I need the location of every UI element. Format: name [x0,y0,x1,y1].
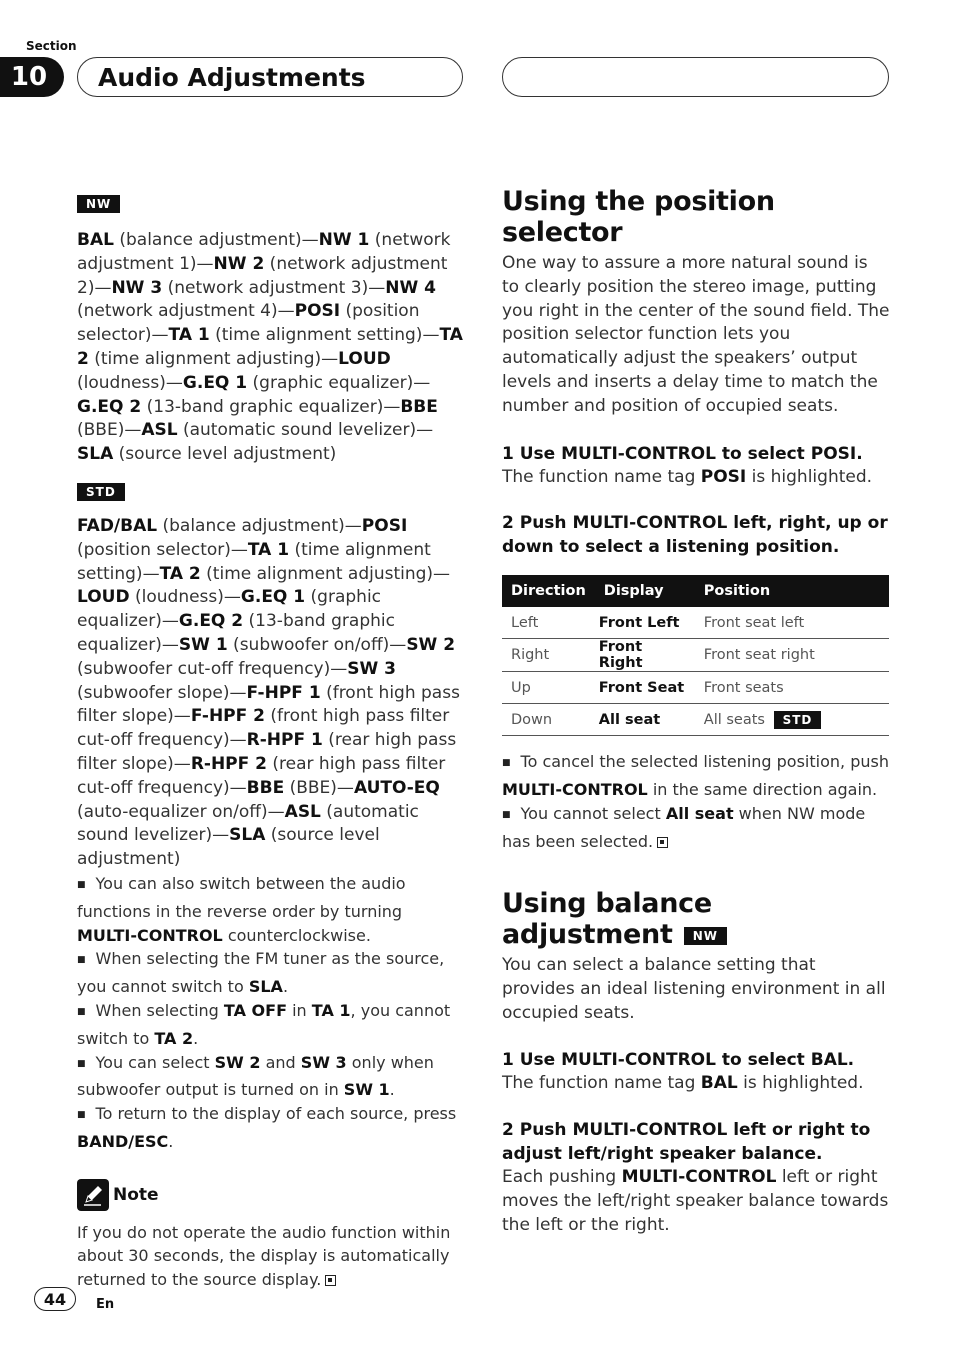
std-mode-tag: STD [77,483,125,501]
function-term: G.EQ 2 [77,396,142,417]
function-description: (network adjustment 4)— [77,301,295,322]
table-row [502,639,889,672]
table-cell: Right [502,639,595,672]
function-description: (time alignment adjusting)— [88,348,339,369]
table-cell: Front Seat [595,672,695,704]
function-term: SW 2 [406,634,456,655]
function-term: BBE [400,396,438,417]
bold-text: SLA [248,977,283,997]
function-description: (network adjustment 1)— [77,230,451,274]
left-bullet [77,1102,467,1154]
function-term: TA 1 [168,325,210,346]
nw-mode-tag: NW [77,195,120,213]
table-cell: Front Left [595,607,695,639]
bold-text: MULTI-CONTROL [502,780,648,800]
std-function-list [77,515,467,872]
balance-step-1-desc [502,1072,890,1096]
note-header [77,1179,467,1211]
function-description: (graphic equalizer)— [247,372,431,393]
balance-title [502,888,890,950]
function-description: (balance adjustment)— [113,230,319,250]
function-term: R-HPF 2 [190,753,268,774]
function-description: (subwoofer on/off)— [227,634,407,655]
bold-text: MULTI-CONTROL [621,1167,777,1188]
bold-text: MULTI-CONTROL [77,925,223,945]
table-header-row [502,575,889,607]
text: is highlighted. [746,466,873,487]
function-description: (position selector)— [77,539,248,560]
left-bullets [77,872,467,1154]
function-term: G.EQ 1 [182,372,248,393]
text: You can also switch between the audio functions in the reverse order by turning [77,873,406,921]
section-title: Audio Adjustments [77,57,463,97]
text: . [168,1131,174,1151]
function-term: BBE [246,777,285,798]
text: Each pushing [502,1167,622,1188]
position-intro: One way to assure a more natural sound is to clearly position the stereo image, putting you right in the center of the sound field. The position selector function lets you automatically adjust the speakers’ output levels and inserts a delay time to match the number and position of occupied seats. [502,253,890,416]
position-table [502,575,889,736]
position-step-1: 1 Use MULTI-CONTROL to select POSI. [502,443,863,464]
nw-function-list [77,229,467,467]
function-description: (time alignment setting)— [209,325,440,346]
nw-mode-tag: NW [684,927,727,945]
left-bullet [77,872,467,947]
function-description: (balance adjustment)— [157,515,362,536]
page-number: 44 [34,1287,76,1311]
function-description: (front high pass filter slope)— [77,682,460,727]
left-bullet [77,947,467,999]
text: is highlighted. [737,1073,864,1094]
position-selector-title: Using the position selector [502,186,775,248]
function-description: (position selector)— [77,301,420,346]
text: in the same direction again. [647,780,878,800]
position-bullets [502,750,890,853]
function-description: (automatic sound levelizer)— [77,801,419,846]
function-term: LOUD [77,587,130,608]
bold-text: SW 3 [300,1052,347,1072]
text: When selecting the FM tuner as the source, you cannot switch to [77,949,445,997]
left-bullet [77,1051,467,1103]
table-cell: Front seat right [695,639,889,672]
function-term: SW 1 [178,634,228,655]
end-mark-icon [657,837,668,848]
bold-text: All seat [665,803,734,823]
function-term: ASL [284,801,321,822]
text: in [287,1000,312,1020]
function-description: (graphic equalizer)— [77,587,382,632]
function-description: (network adjustment 3)— [162,277,386,298]
note-label: Note [113,1184,159,1205]
function-term: TA 1 [247,539,290,560]
language-label: En [96,1297,115,1312]
table-cell: Down [502,704,595,736]
table-cell [695,704,889,736]
table-cell: All seat [595,704,695,736]
function-description: (time alignment adjusting)— [200,563,451,584]
table-cell: Left [502,607,595,639]
std-mode-tag: STD [774,711,822,729]
bold-text: TA 1 [311,1000,351,1020]
note-text [77,1221,467,1292]
table-header: Display [595,575,695,607]
position-selector-section [502,186,890,854]
function-description: (auto-equalizer on/off)— [77,801,285,822]
function-term: NW 1 [318,230,370,250]
function-term: LOUD [338,348,391,369]
bold-text: TA OFF [223,1000,288,1020]
header-empty-pill [502,57,889,97]
text: . [389,1080,395,1100]
section-label: Section [26,39,77,53]
function-description: (loudness)— [77,372,183,393]
function-description: (loudness)— [129,587,241,608]
function-description: (automatic sound levelizer)— [177,420,434,441]
end-mark-icon [325,1275,336,1286]
table-header: Position [695,575,889,607]
function-term: SLA [229,825,266,846]
text: . [282,977,289,997]
bold-text: BAL [700,1073,738,1094]
function-term: TA 2 [77,325,463,369]
function-term: SLA [77,444,114,465]
position-step-2: 2 Push MULTI-CONTROL left, right, up or down to select a listening position. [502,513,888,558]
note-text-content: If you do not operate the audio function within about 30 seconds, the display is automatically returned to the source display. [77,1222,451,1290]
function-description: (13-band graphic equalizer)— [141,396,401,417]
function-term: F-HPF 1 [246,682,321,703]
text: left or right moves the left/right speaker balance towards the left or the right. [502,1167,889,1235]
text: The function name tag [502,1073,701,1094]
pencil-note-icon [77,1179,109,1211]
text: . [193,1028,199,1048]
text: , you cannot switch to [77,1000,451,1048]
table-cell: Front seat left [695,607,889,639]
position-bullet [502,750,890,802]
function-term: NW 3 [111,277,163,298]
table-cell-text: All seats [703,711,765,728]
balance-step-2: 2 Push MULTI-CONTROL left or right to adjust left/right speaker balance. [502,1120,871,1165]
function-description: (BBE)— [284,777,354,798]
function-description: (front high pass filter cut-off frequency)— [77,706,450,751]
text: The function name tag [502,466,701,487]
text: and [260,1052,301,1072]
function-term: R-HPF 1 [246,730,323,751]
balance-section [502,888,890,1238]
function-term: FAD/BAL [77,515,158,536]
function-term: BAL [77,230,114,250]
function-term: ASL [141,420,178,441]
bold-text: POSI [700,466,747,487]
function-term: F-HPF 2 [190,706,266,727]
table-cell: Up [502,672,595,704]
function-term: POSI [361,515,408,536]
function-description: (rear high pass filter slope)— [77,730,457,774]
text: You cannot select [520,803,666,823]
text: To return to the display of each source, press [95,1104,457,1124]
function-description: (source level adjustment) [113,444,337,465]
function-term: POSI [294,301,341,322]
left-bullet [77,999,467,1051]
bold-text: BAND/ESC [77,1131,169,1151]
function-term: NW 2 [213,253,265,274]
bold-text: SW 2 [214,1052,261,1072]
text: To cancel the selected listening position, push [520,752,889,772]
function-description: (time alignment setting)— [77,539,431,584]
section-number-badge: 10 [0,57,64,97]
function-term: SW 3 [347,658,396,679]
table-row [502,704,889,736]
function-term: NW 4 [385,277,436,298]
text: only when subwoofer output is turned on in [77,1052,434,1100]
function-description: (rear high pass filter cut-off frequency)— [77,753,446,798]
table-row [502,607,889,639]
table-header: Direction [502,575,595,607]
bold-text: TA 2 [154,1028,194,1048]
left-column [77,193,467,1292]
balance-intro: You can select a balance setting that provides an ideal listening environment in all occupied seats. [502,955,886,1023]
table-cell: Front Right [595,639,695,672]
balance-step-2-desc [502,1166,890,1237]
function-term: G.EQ 1 [240,587,306,608]
function-term: G.EQ 2 [178,611,244,632]
function-description: (network adjustment 2)— [77,253,448,298]
function-term: AUTO-EQ [353,777,440,798]
table-row [502,672,889,704]
text: You can select [95,1052,215,1072]
function-description: (13-band graphic equalizer)— [77,611,395,655]
table-cell: Front seats [695,672,889,704]
text: When selecting [95,1000,224,1020]
position-step-1-desc [502,466,890,490]
bold-text: SW 1 [343,1080,390,1100]
text: counterclockwise. [222,925,371,945]
function-description: (source level adjustment) [77,825,380,870]
balance-step-1: 1 Use MULTI-CONTROL to select BAL. [502,1050,855,1071]
position-bullet [502,802,890,854]
function-term: TA 2 [159,563,201,584]
text: when NW mode has been selected. [502,803,866,851]
function-description: (subwoofer slope)— [77,682,247,703]
balance-title-text: Using balance adjustment [502,888,712,950]
function-description: (BBE)— [77,420,142,441]
function-description: (subwoofer cut-off frequency)— [77,658,348,679]
